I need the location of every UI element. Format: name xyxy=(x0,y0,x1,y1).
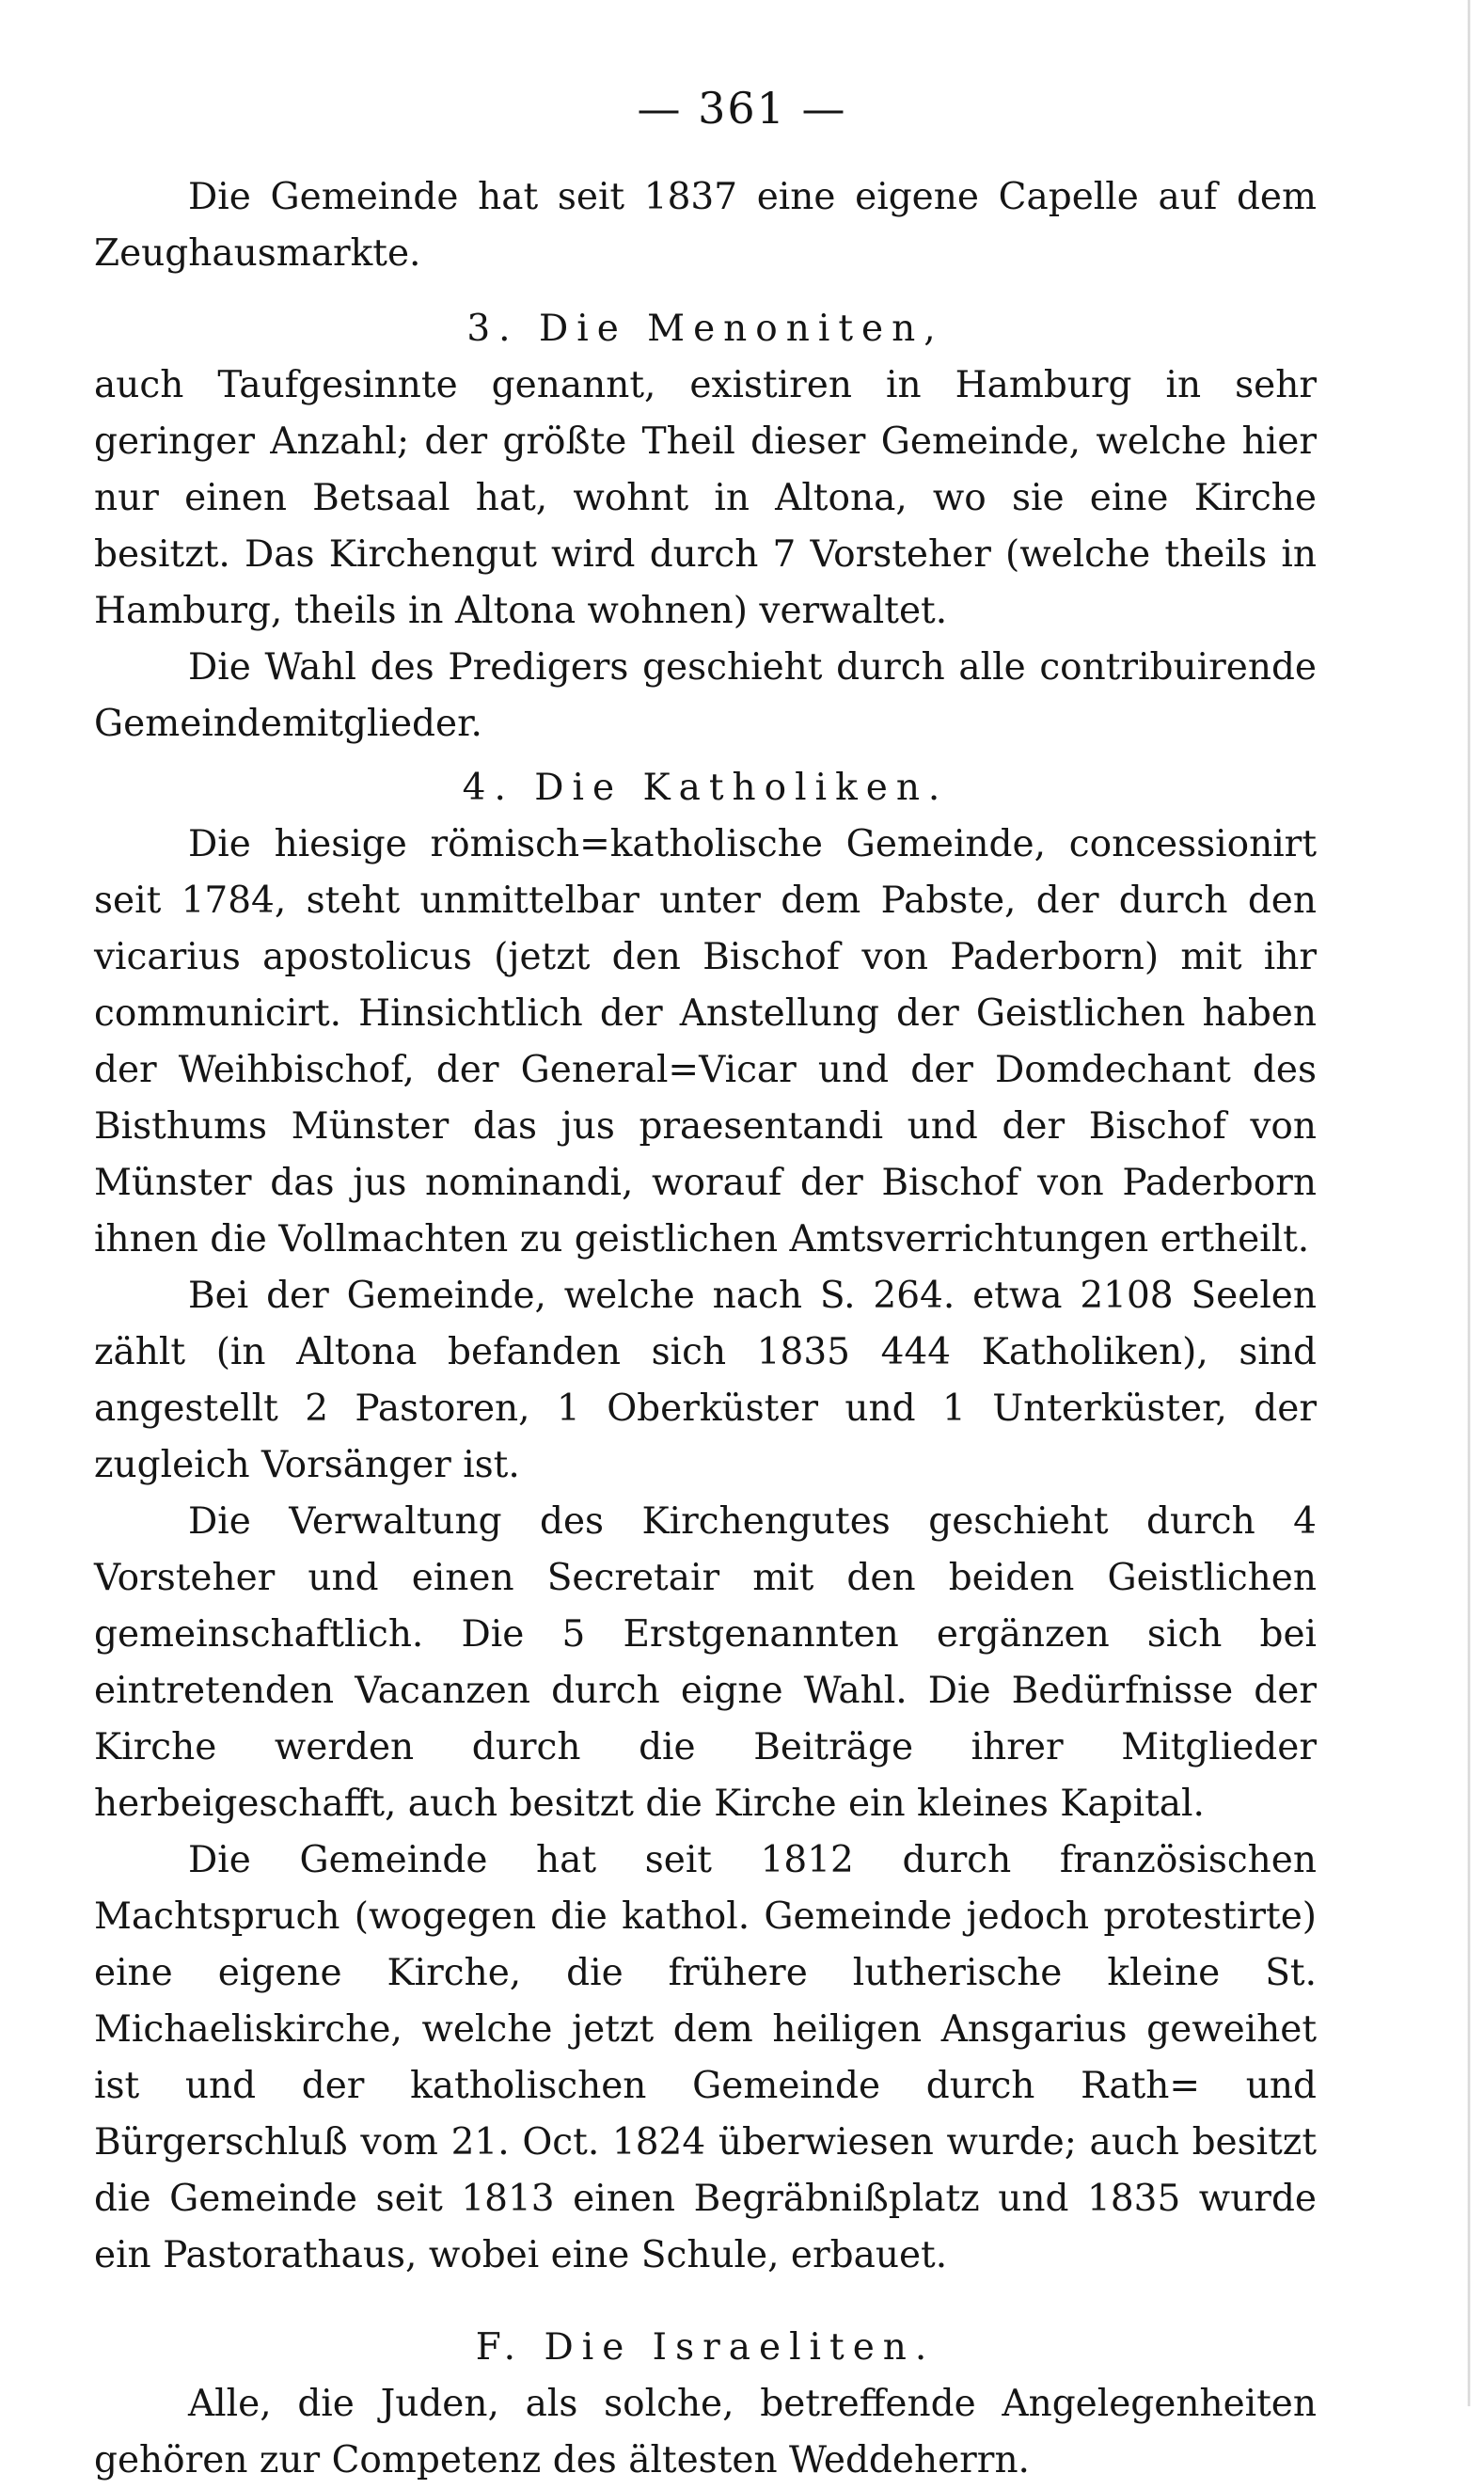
paragraph-gemeinde-capelle: Die Gemeinde hat seit 1837 eine eigene Capelle auf dem Zeughausmarkte. xyxy=(94,176,1317,275)
section-heading-israeliten: F. Die Israeliten. xyxy=(475,2326,936,2369)
section-heading-katholiken: 4. Die Katholiken. xyxy=(462,767,949,809)
section-heading-menoniten: 3. Die Menoniten, xyxy=(466,308,944,350)
paragraph-michaeliskirche: Die Gemeinde hat seit 1812 durch französischen Machtspruch (wogegen die kathol. Gemeinde jedoch protestirte) eine eigene Kirche, die frühere lutherische kleine St. Michaeliskirche, welche jetzt dem heiligen Ansgarius geweihet ist und der katholischen Gemeinde durch Rath= und Bürgerschluß vom 21. Oct. 1824 überwiesen wurde; auch besitzt die Gemeinde seit 1813 einen Begräbnißplatz und 1835 wurde ein Pastorathaus, wobei eine Schule, erbauet. xyxy=(94,1839,1317,2276)
page-body xyxy=(94,169,1317,2489)
page-number: — 361 — xyxy=(637,83,847,134)
paragraph-katholiken-zahl: Bei der Gemeinde, welche nach S. 264. etwa 2108 Seelen zählt (in Altona befanden sich 1835 444 Katholiken), sind angestellt 2 Pastoren, 1 Oberküster und 1 Unterküster, der zugleich Vorsänger ist. xyxy=(94,1275,1317,1486)
paragraph-katholiken-gemeinde: Die hiesige römisch=katholische Gemeinde, concessionirt seit 1784, steht unmittelbar unter dem Pabste, der durch den vicarius apostolicus (jetzt den Bischof von Paderborn) mit ihr communicirt. Hinsichtlich der Anstellung der Geistlichen haben der Weihbischof, der General=Vicar und der Domdechant des Bisthums Münster das jus praesentandi und der Bischof von Münster das jus nominandi, worauf der Bischof von Paderborn ihnen die Vollmachten zu geistlichen Amtsverrichtungen ertheilt. xyxy=(94,823,1317,1260)
paragraph-israeliten: Alle, die Juden, als solche, betreffende Angelegenheiten gehören zur Competenz des ältesten Weddeherrn. xyxy=(94,2383,1317,2481)
paragraph-menoniten: auch Taufgesinnte genannt, existiren in Hamburg in sehr geringer Anzahl; der größte Theil dieser Gemeinde, welche hier nur einen Betsaal hat, wohnt in Altona, wo sie eine Kirche besitzt. Das Kirchengut wird durch 7 Vorsteher (welche theils in Hamburg, theils in Altona wohnen) verwaltet. xyxy=(94,364,1317,632)
paragraph-predigerwahl: Die Wahl des Predigers geschieht durch alle contribuirende Gemeindemitglieder. xyxy=(94,646,1317,745)
paragraph-kirchengut: Die Verwaltung des Kirchengutes geschieht durch 4 Vorsteher und einen Secretair mit den beiden Geistlichen gemeinschaftlich. Die 5 Erstgenannten ergänzen sich bei eintretenden Vacanzen durch eigne Wahl. Die Bedürfnisse der Kirche werden durch die Beiträge ihrer Mitglieder herbeigeschafft, auch besitzt die Kirche ein kleines Kapital. xyxy=(94,1500,1317,1825)
page-edge-shadow xyxy=(1458,0,1484,2406)
